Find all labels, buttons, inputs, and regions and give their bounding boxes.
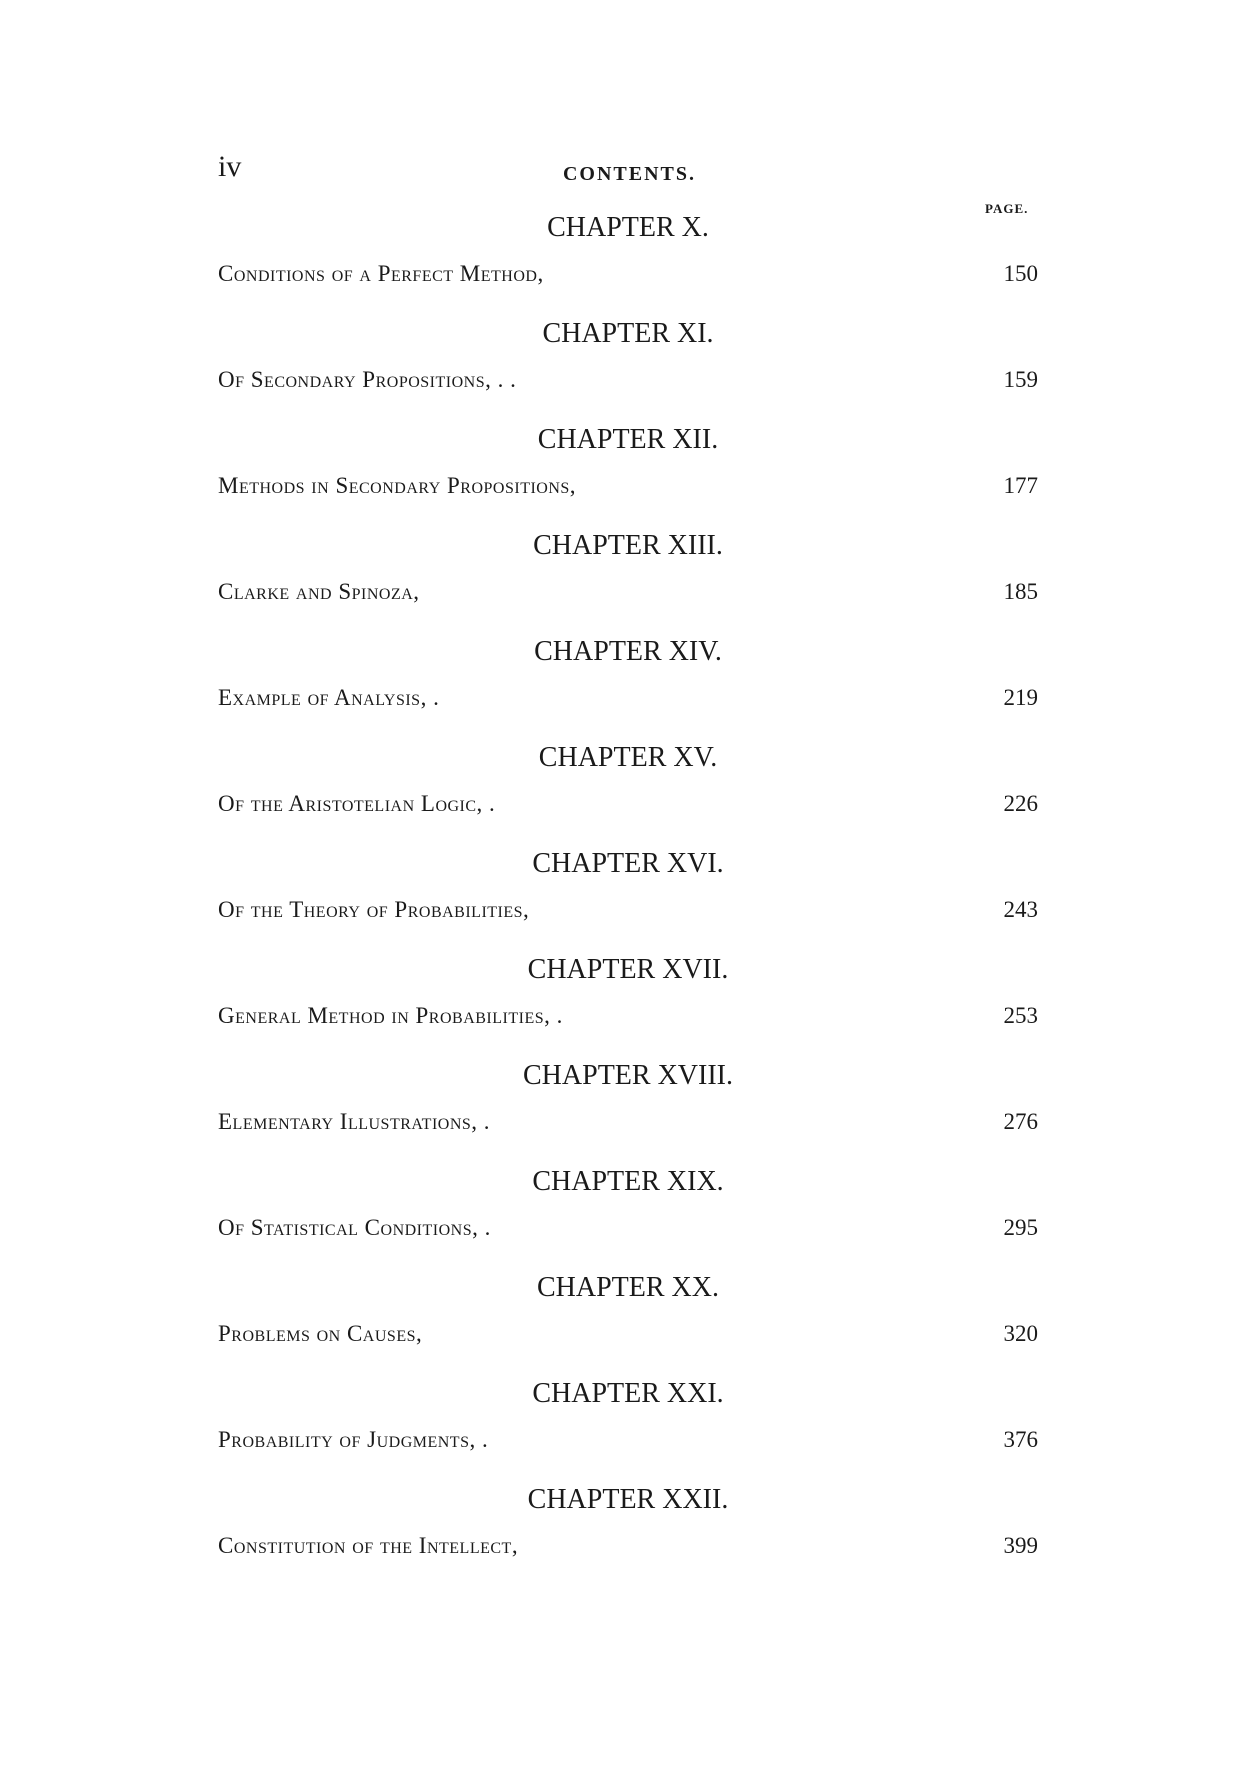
entry-page-number: 376 <box>1003 1427 1038 1452</box>
entry-page-number: 159 <box>1003 367 1038 392</box>
chapter-heading: CHAPTER XXI. <box>532 1378 724 1409</box>
chapter-heading: CHAPTER XXII. <box>527 1484 729 1515</box>
chapter-heading: CHAPTER XX. <box>536 1272 719 1303</box>
chapter-heading: CHAPTER XIX. <box>532 1166 724 1197</box>
entry-title: Conditions of a Perfect Method, <box>218 261 544 286</box>
chapter-heading: CHAPTER X. <box>547 212 709 243</box>
entry-title: Of Secondary Propositions, . . <box>218 367 517 392</box>
entry-title: Clarke and Spinoza, <box>218 579 420 604</box>
toc-entry <box>218 1164 1038 1270</box>
entry-page-number: 243 <box>1003 897 1038 922</box>
chapter-heading: CHAPTER XVIII. <box>523 1060 733 1091</box>
page-column-label: PAGE. <box>985 201 1029 216</box>
toc-entry <box>218 1058 1038 1164</box>
entry-title: Of Statistical Conditions, . <box>218 1215 491 1240</box>
entry-title: General Method in Probabilities, . <box>218 1003 563 1028</box>
toc-entry <box>218 740 1038 846</box>
entry-title: Probability of Judgments, . <box>218 1427 489 1452</box>
entry-row[interactable] <box>218 1110 1038 1133</box>
entry-row[interactable] <box>218 792 1038 815</box>
entry-page-number: 150 <box>1003 261 1038 286</box>
entry-page-number: 177 <box>1003 473 1038 498</box>
entry-title: Methods in Secondary Propositions, <box>218 473 577 498</box>
entry-page-number: 185 <box>1003 579 1038 604</box>
toc-entry <box>218 846 1038 952</box>
chapter-heading: CHAPTER XI. <box>542 318 714 349</box>
toc-entry <box>218 634 1038 740</box>
entry-row[interactable] <box>218 898 1038 921</box>
entry-row[interactable] <box>218 474 1038 497</box>
toc-entry <box>218 210 1038 316</box>
entry-row[interactable] <box>218 686 1038 709</box>
toc-entry <box>218 1376 1038 1482</box>
entry-row[interactable] <box>218 368 1038 391</box>
chapter-heading: CHAPTER XIV. <box>534 636 722 667</box>
entry-title: Of the Aristotelian Logic, . <box>218 791 496 816</box>
entry-page-number: 226 <box>1003 791 1038 816</box>
chapter-heading: CHAPTER XV. <box>538 742 718 773</box>
entry-page-number: 320 <box>1003 1321 1038 1346</box>
entry-title: Problems on Causes, <box>218 1321 423 1346</box>
toc-entry <box>218 528 1038 634</box>
page-number: iv <box>218 150 242 183</box>
chapter-heading: CHAPTER XIII. <box>533 530 723 561</box>
table-of-contents <box>218 210 1038 1588</box>
entry-page-number: 219 <box>1003 685 1038 710</box>
entry-row[interactable] <box>218 1216 1038 1239</box>
toc-entry <box>218 1270 1038 1376</box>
chapter-heading: CHAPTER XVII. <box>527 954 729 985</box>
entry-title: Constitution of the Intellect, <box>218 1533 519 1558</box>
entry-row[interactable] <box>218 1322 1038 1345</box>
entry-row[interactable] <box>218 1534 1038 1557</box>
toc-entry <box>218 316 1038 422</box>
toc-entry <box>218 952 1038 1058</box>
entry-row[interactable] <box>218 580 1038 603</box>
running-title: CONTENTS. <box>562 163 697 185</box>
toc-entry <box>218 422 1038 528</box>
entry-title: Of the Theory of Probabilities, <box>218 897 530 922</box>
chapter-heading: CHAPTER XVI. <box>532 848 724 879</box>
entry-row[interactable] <box>218 262 1038 285</box>
entry-page-number: 253 <box>1003 1003 1038 1028</box>
toc-entry <box>218 1482 1038 1588</box>
entry-title: Example of Analysis, . <box>218 685 440 710</box>
entry-row[interactable] <box>218 1004 1038 1027</box>
entry-page-number: 295 <box>1003 1215 1038 1240</box>
entry-page-number: 399 <box>1003 1533 1038 1558</box>
entry-title: Elementary Illustrations, . <box>218 1109 491 1134</box>
entry-page-number: 276 <box>1003 1109 1038 1134</box>
entry-row[interactable] <box>218 1428 1038 1451</box>
chapter-heading: CHAPTER XII. <box>537 424 719 455</box>
